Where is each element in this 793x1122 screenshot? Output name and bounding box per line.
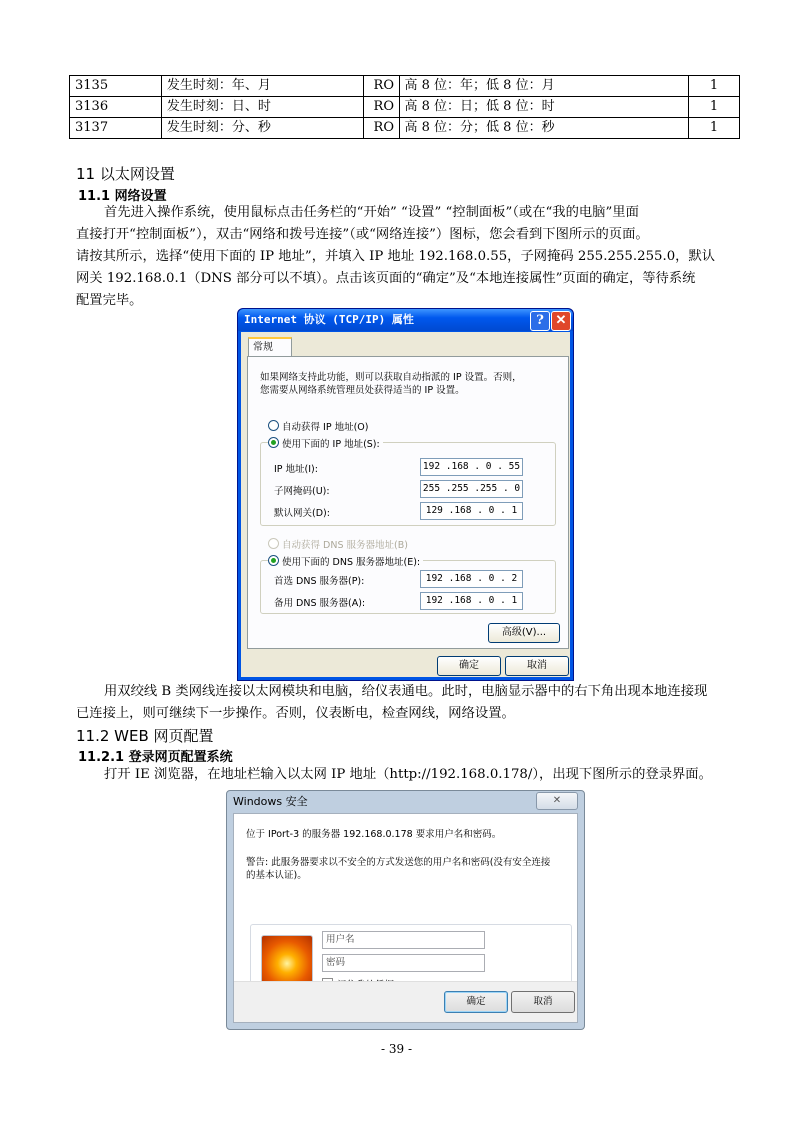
paragraph-line: 用双绞线 B 类网线连接以太网模块和电脑，给仪表通电。此时，电脑显示器中的右下角出现本地连接现 [104, 684, 708, 699]
section-heading: 11 以太网设置 [76, 165, 175, 183]
dialog-title: Internet 协议 (TCP/IP) 属性 [238, 309, 573, 331]
windows-security-dialog [226, 790, 585, 1030]
radio-selected-icon [268, 555, 279, 566]
intro-text: 如果网络支持此功能，则可以获取自动指派的 IP 设置。否则， [260, 372, 522, 383]
cell-rw: RO [363, 97, 399, 118]
dialog-body [233, 813, 578, 1023]
cell-name: 发生时刻：年、月 [161, 76, 363, 97]
subsubsection-heading: 11.2.1 登录网页配置系统 [78, 750, 233, 765]
radio-selected-icon [268, 437, 279, 448]
cell-count: 1 [689, 76, 740, 97]
cell-addr: 3135 [70, 76, 162, 97]
ok-button[interactable]: 确定 [444, 991, 508, 1013]
cell-name: 发生时刻：日、时 [161, 97, 363, 118]
warning-text: 警告: 此服务器要求以不安全的方式发送您的用户名和密码(没有安全连接 [246, 857, 551, 868]
ip-label: IP 地址(I): [274, 464, 318, 475]
cell-addr: 3137 [70, 118, 162, 139]
tcpip-properties-dialog [237, 308, 574, 681]
cell-desc: 高 8 位：分；低 8 位：秒 [399, 118, 689, 139]
mask-label: 子网掩码(U): [274, 486, 330, 497]
register-table [69, 75, 740, 139]
paragraph-line: 打开 IE 浏览器，在地址栏输入以太网 IP 地址（http://192.168.0.178/），出现下图所示的登录界面。 [104, 767, 712, 782]
server-message: 位于 IPort-3 的服务器 192.168.0.178 要求用户名和密码。 [246, 829, 502, 840]
tab-general[interactable]: 常规 [248, 337, 292, 357]
use-dns-label: 使用下面的 DNS 服务器地址(E): [282, 557, 421, 568]
table-row [70, 118, 740, 139]
default-gateway-field[interactable]: 129 .168 . 0 . 1 [420, 502, 523, 520]
subsection-heading: 11.1 网络设置 [78, 189, 167, 204]
general-panel [247, 356, 569, 649]
ip-address-field[interactable]: 192 .168 . 0 . 55 [420, 458, 523, 476]
paragraph-line: 直接打开“控制面板”），双击“网络和拨号连接”（或“网络连接”）图标，您会看到下图所示的页面。 [76, 227, 649, 242]
paragraph-line: 请按其所示，选择“使用下面的 IP 地址”，并填入 IP 地址 192.168.0.55，子网掩码 255.255.255.0，默认 [76, 249, 716, 264]
user-avatar-icon [261, 935, 313, 987]
warning-text: 的基本认证)。 [246, 870, 307, 881]
radio-icon [268, 420, 279, 431]
auto-ip-label: 自动获得 IP 地址(O) [282, 422, 369, 433]
auto-dns-radio[interactable] [268, 537, 408, 551]
dns2-label: 备用 DNS 服务器(A): [274, 598, 366, 609]
paragraph-line: 已连接上，则可继续下一步操作。否则，仪表断电，检查网线，网络设置。 [76, 706, 515, 721]
paragraph-line: 网关 192.168.0.1（DNS 部分可以不填）。点击该页面的“确定”及“本地连接属性”页面的确定，等待系统 [76, 271, 696, 286]
preferred-dns-field[interactable]: 192 .168 . 0 . 2 [420, 570, 523, 588]
cell-rw: RO [363, 118, 399, 139]
table-row [70, 76, 740, 97]
username-input[interactable]: 用户名 [322, 931, 485, 949]
help-button[interactable]: ? [530, 311, 550, 331]
cancel-button[interactable]: 取消 [505, 656, 569, 676]
dialog-title: Windows 安全 [233, 795, 308, 808]
cancel-button[interactable]: 取消 [511, 991, 575, 1013]
dns1-label: 首选 DNS 服务器(P): [274, 576, 365, 587]
page-number: - 39 - [380, 1042, 412, 1056]
use-ip-label: 使用下面的 IP 地址(S): [282, 439, 380, 450]
password-input[interactable]: 密码 [322, 954, 485, 972]
alternate-dns-field[interactable]: 192 .168 . 0 . 1 [420, 592, 523, 610]
cell-desc: 高 8 位：日；低 8 位：时 [399, 97, 689, 118]
use-ip-radio[interactable] [268, 436, 383, 450]
ok-button[interactable]: 确定 [437, 656, 501, 676]
cell-count: 1 [689, 97, 740, 118]
auto-ip-radio[interactable] [268, 419, 368, 433]
cell-name: 发生时刻：分、秒 [161, 118, 363, 139]
radio-icon [268, 538, 279, 549]
gateway-label: 默认网关(D): [274, 508, 330, 519]
cell-rw: RO [363, 76, 399, 97]
paragraph-line: 首先进入操作系统，使用鼠标点击任务栏的“开始” “设置” “控制面板”（或在“我的电脑”里面 [104, 205, 639, 220]
advanced-button[interactable]: 高级(V)... [488, 623, 560, 643]
cell-count: 1 [689, 118, 740, 139]
subsection-heading: 11.2 WEB 网页配置 [76, 727, 214, 745]
dialog-footer [234, 981, 577, 1022]
cell-addr: 3136 [70, 97, 162, 118]
intro-text: 您需要从网络系统管理员处获得适当的 IP 设置。 [260, 385, 465, 396]
use-dns-radio[interactable] [268, 554, 423, 568]
close-button[interactable]: ✕ [536, 792, 578, 810]
auto-dns-label: 自动获得 DNS 服务器地址(B) [282, 540, 408, 551]
subnet-mask-field[interactable]: 255 .255 .255 . 0 [420, 480, 523, 498]
cell-desc: 高 8 位：年；低 8 位：月 [399, 76, 689, 97]
close-button[interactable]: ✕ [551, 311, 571, 331]
paragraph-line: 配置完毕。 [76, 293, 143, 308]
table-row [70, 97, 740, 118]
dialog-body [241, 332, 570, 677]
